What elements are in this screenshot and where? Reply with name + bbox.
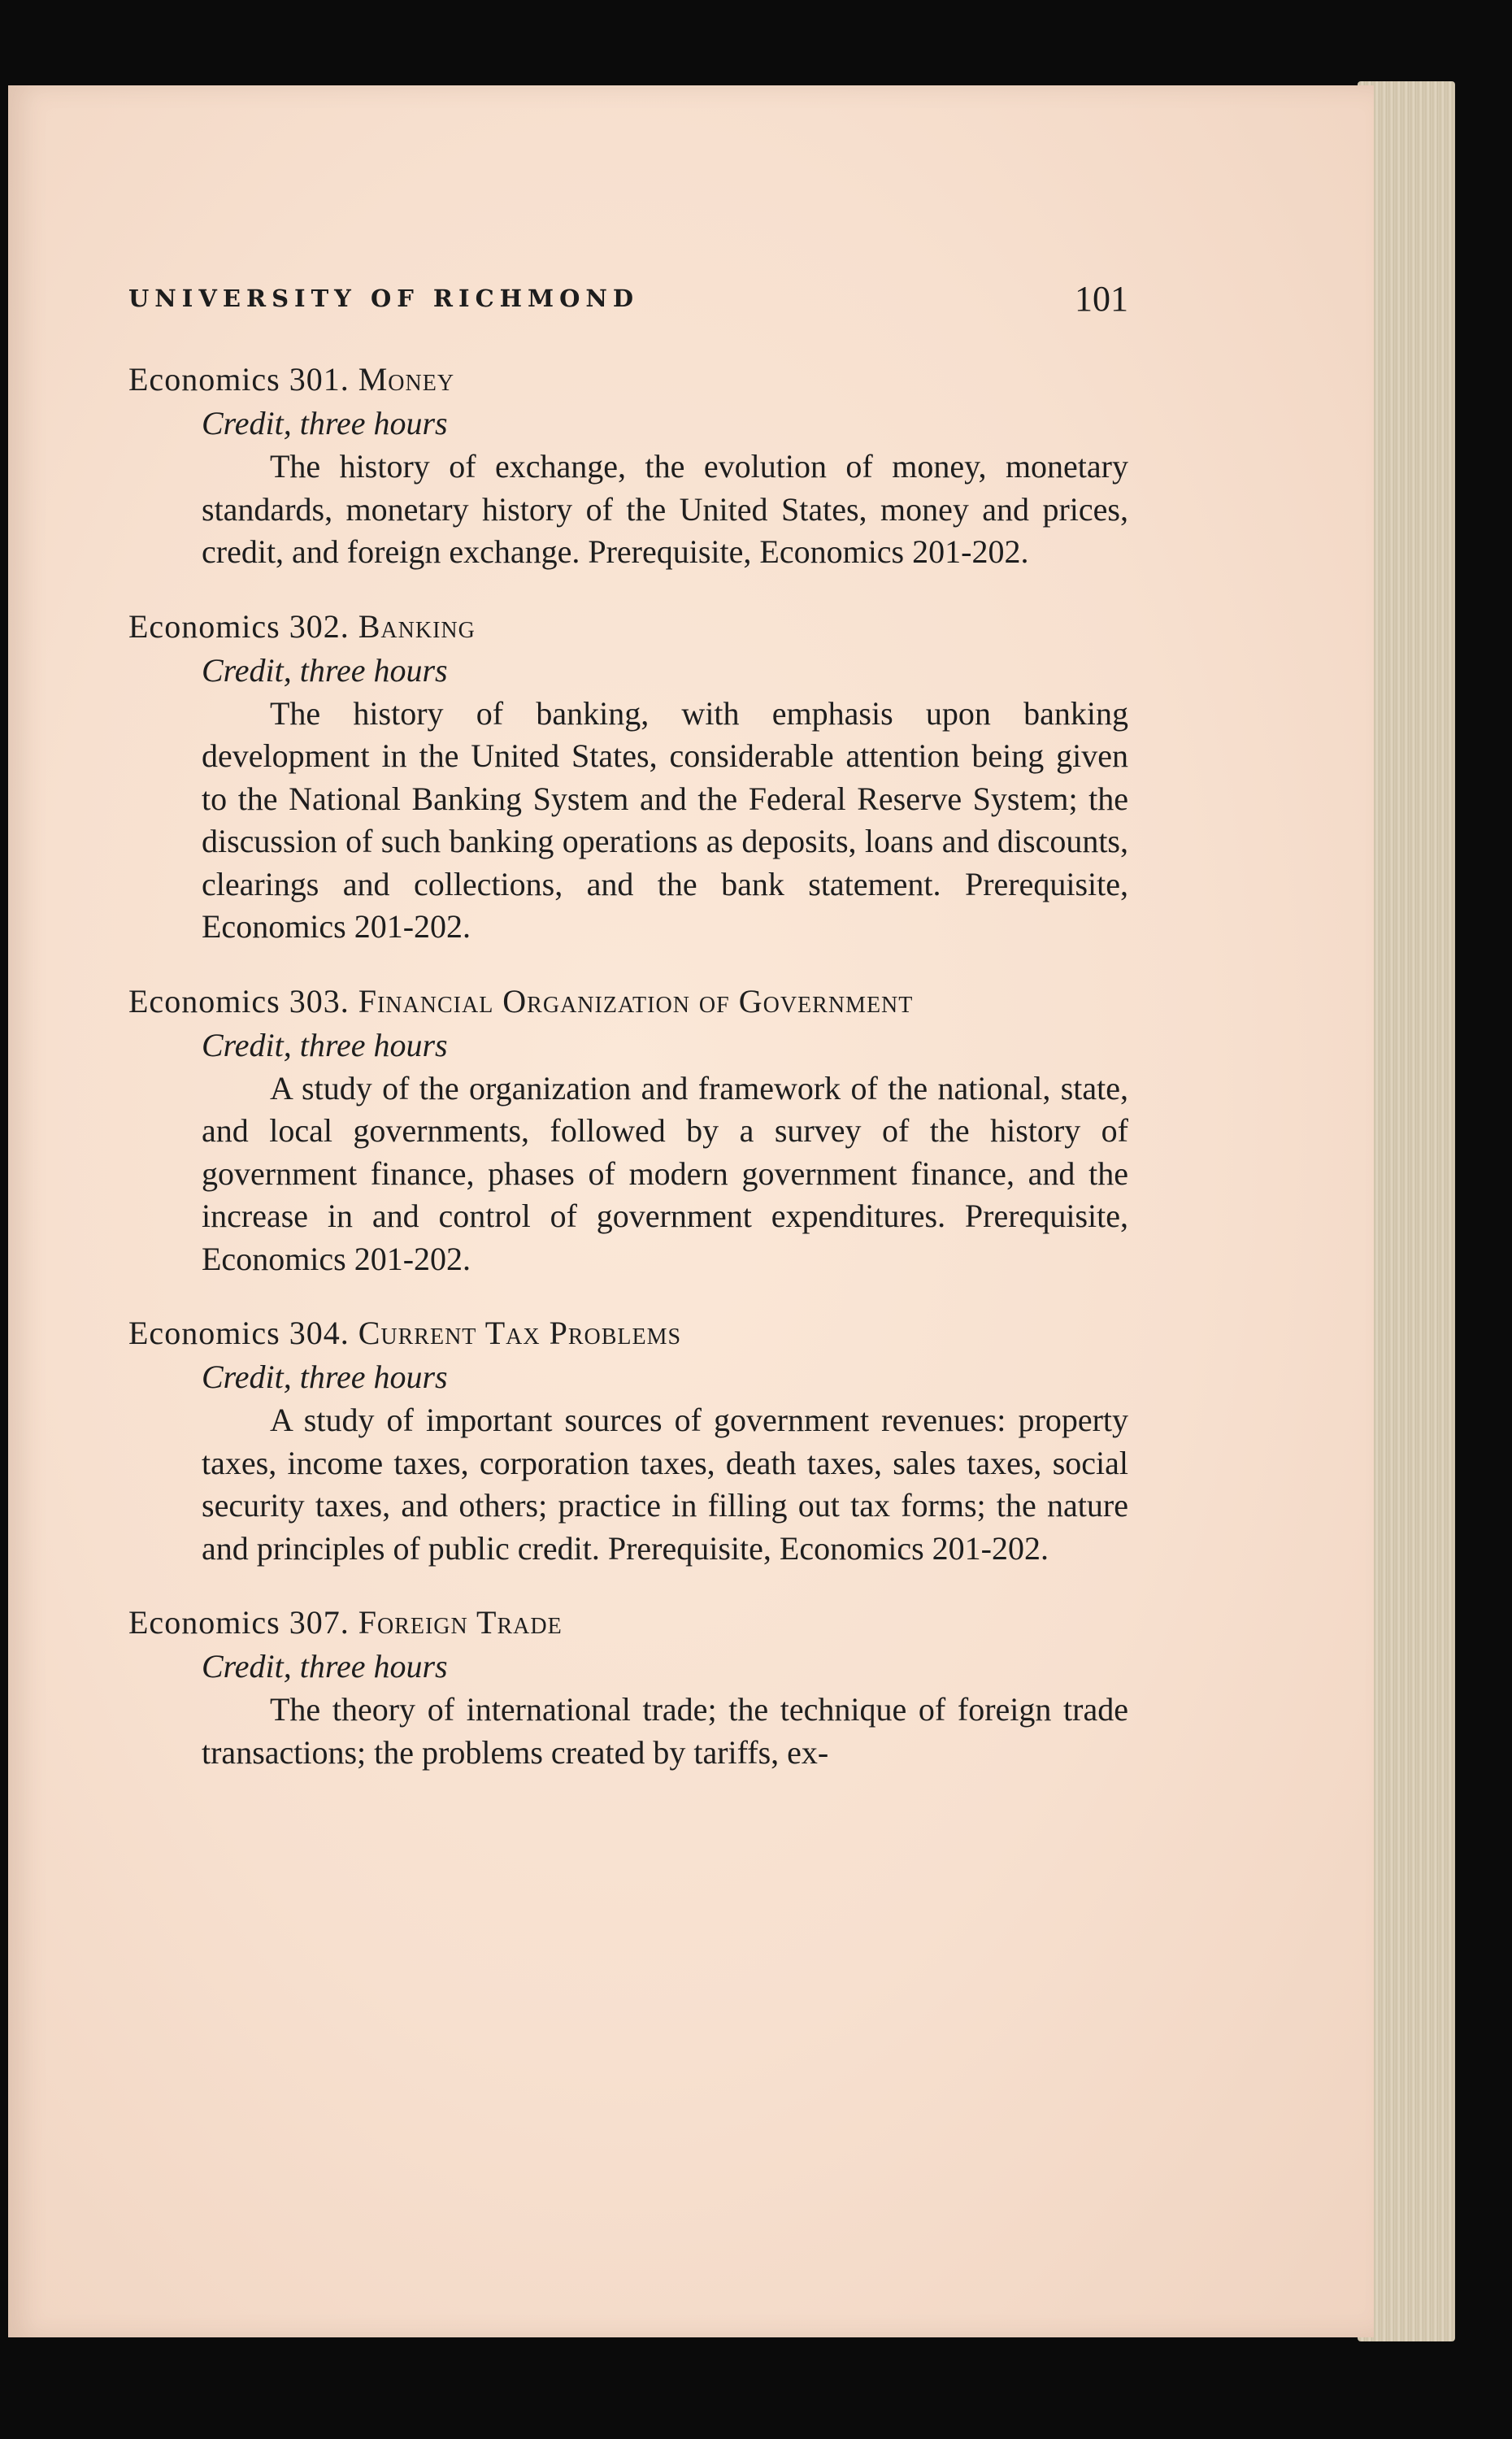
course-name: Current Tax Problems [358,1315,682,1351]
course-entry [128,1601,1128,1774]
course-number: Economics 301. [128,361,350,398]
course-credit: Credit, three hours [202,1648,448,1685]
course-title [128,1311,1128,1355]
course-title [128,605,1128,649]
course-title [128,358,1128,402]
course-title [128,1601,1128,1645]
course-name: Financial Organization of Government [358,982,914,1020]
course-name: Foreign Trade [358,1604,563,1641]
course-number: Economics 307. [128,1604,350,1641]
course-description: The theory of international trade; the technique of foreign trade transactions; the problems created by tariffs, ex- [202,1691,1128,1771]
page-header [128,278,1128,335]
running-head: UNIVERSITY OF RICHMOND [128,285,640,312]
course-number: Economics 302. [128,607,350,645]
page-number: 101 [1075,279,1128,319]
course-description: A study of important sources of government revenues: property taxes, income taxes, corporation taxes, death taxes, sales taxes, social security taxes, and others; practice in filling out tax forms; the nature and principles of public credit. Prerequisite, Economics 201-202. [202,1402,1128,1567]
course-entry [128,358,1128,574]
course-name: Banking [358,607,476,645]
course-description: The history of exchange, the evolution of money, monetary standards, monetary history of the United States, money and prices, credit, and foreign exchange. Prerequisite, Economics 201-202. [202,448,1128,570]
course-entry [128,605,1128,949]
course-entry [128,980,1128,1281]
course-description: The history of banking, with emphasis upon banking development in the United States, considerable attention being given to the National Banking System and the Federal Reserve System; the discussion of such banking operations as deposits, loans and discounts, clearings and collections, and the bank statement. Prerequisite, Economics 201-202. [202,694,1128,945]
course-number: Economics 303. [128,982,350,1020]
course-entry [128,1311,1128,1570]
course-name: Money [358,361,455,398]
course-title [128,980,1128,1024]
course-number: Economics 304. [128,1315,350,1351]
course-listing [128,358,1128,1805]
course-credit: Credit, three hours [202,651,448,689]
course-credit: Credit, three hours [202,1359,448,1395]
course-credit: Credit, three hours [202,405,448,441]
course-description: A study of the organization and framework of the national, state, and local governments, followed by a survey of the history of government finance, phases of modern government finance, and the increase in and control of government expenditures. Prerequisite, Economics 201-202. [202,1069,1128,1277]
course-credit: Credit, three hours [202,1026,448,1063]
